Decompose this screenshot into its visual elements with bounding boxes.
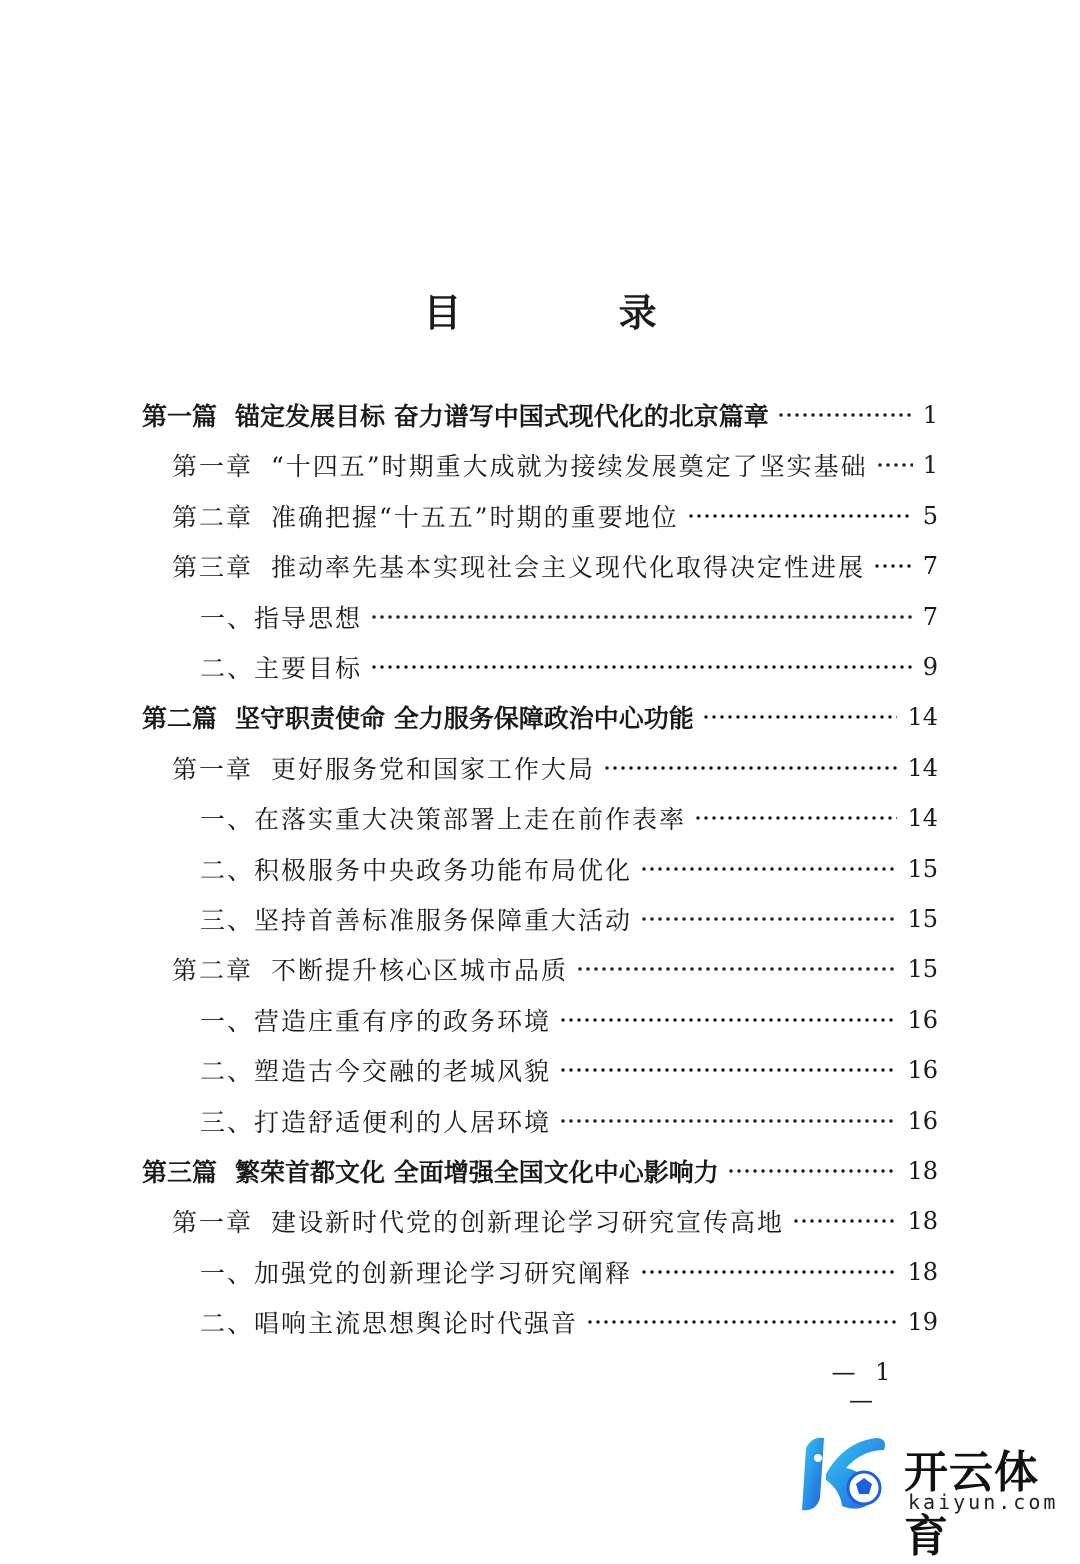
toc-entry-page: 18 — [907, 1207, 938, 1236]
toc-entry-page: 19 — [907, 1308, 938, 1337]
toc-entry-title: 一、指导思想 — [200, 603, 363, 633]
toc-entry-title: 锚定发展目标 奋力谱写中国式现代化的北京篇章 — [235, 402, 769, 431]
toc-entry[interactable] — [172, 1196, 938, 1246]
toc-entry-page: 1 — [922, 451, 938, 480]
toc-entry-page: 9 — [922, 653, 938, 681]
toc-entry-page: 15 — [907, 955, 938, 984]
toc-entry-title: 三、打造舒适便利的人居环境 — [200, 1107, 552, 1137]
toc-leader-dots — [370, 614, 913, 620]
toc-entry-number: 第三章 — [172, 553, 254, 583]
toc-leader-dots — [687, 513, 913, 519]
toc-leader-dots — [586, 1319, 897, 1325]
toc-entry-number: 第一章 — [172, 452, 254, 482]
toc-entry-title: 一、在落实重大决策部署上走在前作表率 — [200, 805, 687, 835]
toc-entry-title: 二、积极服务中央政务功能布局优化 — [200, 855, 633, 885]
toc-leader-dots — [640, 1269, 897, 1275]
toc-entry[interactable] — [172, 541, 938, 591]
toc-entry-page: 1 — [922, 401, 938, 429]
toc-leader-dots — [603, 765, 897, 771]
toc-entry-page: 15 — [907, 905, 938, 933]
toc-entry[interactable] — [200, 1096, 938, 1146]
toc-leader-dots — [559, 1017, 897, 1023]
toc-leader-dots — [792, 1218, 897, 1224]
toc-leader-dots — [694, 815, 897, 821]
toc-entry-page: 18 — [907, 1257, 938, 1286]
watermark-en: kaiyun.com — [908, 1490, 1059, 1514]
toc-leader-dots — [559, 1067, 897, 1073]
toc-leader-dots — [576, 966, 897, 972]
toc-entry[interactable] — [172, 440, 938, 490]
toc-entry-page: 7 — [922, 602, 938, 631]
toc-entry-page: 18 — [907, 1157, 938, 1185]
toc-entry[interactable] — [142, 692, 938, 742]
toc-entry-title: 建设新时代党的创新理论学习研究宣传高地 — [271, 1208, 785, 1238]
toc-entry-number: 第二篇 — [142, 704, 218, 734]
toc-entry-number: 第一章 — [172, 754, 254, 784]
toc-entry-title: 坚守职责使命 全力服务保障政治中心功能 — [235, 704, 694, 734]
toc-entry-number: 第一篇 — [142, 402, 218, 431]
toc-leader-dots — [640, 866, 897, 872]
toc-entry[interactable] — [200, 793, 938, 843]
toc-entry-number: 第一章 — [172, 1208, 254, 1238]
toc-entry[interactable] — [200, 1247, 938, 1297]
toc-entry-page: 14 — [907, 703, 938, 732]
toc-entry[interactable] — [200, 592, 938, 642]
toc-entry[interactable] — [142, 1146, 938, 1196]
toc-leader-dots — [777, 412, 913, 418]
toc-entry-page: 16 — [907, 1056, 938, 1085]
page-number: — 1 — — [831, 1358, 897, 1414]
toc-leader-dots — [640, 916, 897, 922]
toc-entry-title: 三、坚持首善标准服务保障重大活动 — [200, 906, 633, 935]
watermark-logo — [792, 1428, 1072, 1562]
toc-entry[interactable] — [172, 491, 938, 541]
toc-entry-title: 推动率先基本实现社会主义现代化取得决定性进展 — [271, 553, 866, 583]
toc-entry-page: 7 — [922, 552, 938, 581]
toc-leader-dots — [727, 1168, 898, 1174]
toc-entry-number: 第二章 — [172, 956, 254, 986]
toc-entry[interactable] — [200, 642, 938, 692]
toc-entry-title: 准确把握“十五五”时期的重要地位 — [271, 502, 679, 532]
toc-entry-page: 15 — [907, 854, 938, 883]
toc-entry[interactable] — [200, 844, 938, 894]
toc-entry-page: 16 — [907, 1106, 938, 1135]
toc-entry[interactable] — [200, 894, 938, 944]
toc-entry-title: 二、主要目标 — [200, 654, 363, 683]
toc-entry[interactable] — [200, 995, 938, 1045]
toc-entry[interactable] — [200, 1297, 938, 1347]
toc-entry-title: 二、唱响主流思想舆论时代强音 — [200, 1309, 579, 1339]
toc-entry-number: 第三篇 — [142, 1158, 218, 1187]
toc-entry-page: 14 — [907, 804, 938, 833]
toc-entry-title: 繁荣首都文化 全面增强全国文化中心影响力 — [235, 1158, 719, 1187]
toc-entry-title: “十四五”时期重大成就为接续发展奠定了坚实基础 — [271, 452, 868, 482]
toc-entry-page: 16 — [907, 1005, 938, 1034]
toc-entry-page: 14 — [907, 753, 938, 782]
kaiyun-logo-icon — [792, 1428, 902, 1518]
watermark-cn: 开云体育 — [904, 1447, 1039, 1562]
toc-entry[interactable] — [172, 743, 938, 793]
toc-leader-dots — [559, 1118, 897, 1124]
toc-leader-dots — [876, 462, 913, 468]
toc-entry[interactable] — [142, 390, 938, 440]
toc-entry[interactable] — [172, 944, 938, 994]
toc-entry-title: 不断提升核心区城市品质 — [271, 956, 569, 986]
toc-entry-title: 一、加强党的创新理论学习研究阐释 — [200, 1258, 633, 1288]
toc-leader-dots — [702, 714, 898, 720]
toc-entry-title: 更好服务党和国家工作大局 — [271, 754, 596, 784]
toc-entry-page: 5 — [922, 501, 938, 530]
toc-entry[interactable] — [200, 1045, 938, 1095]
toc-leader-dots — [370, 664, 913, 670]
toc-entry-title: 二、塑造古今交融的老城风貌 — [200, 1057, 552, 1087]
toc-entry-number: 第二章 — [172, 502, 254, 532]
toc-entry-title: 一、营造庄重有序的政务环境 — [200, 1006, 552, 1036]
page-title: 目 录 — [423, 290, 729, 335]
toc-leader-dots — [873, 563, 913, 569]
